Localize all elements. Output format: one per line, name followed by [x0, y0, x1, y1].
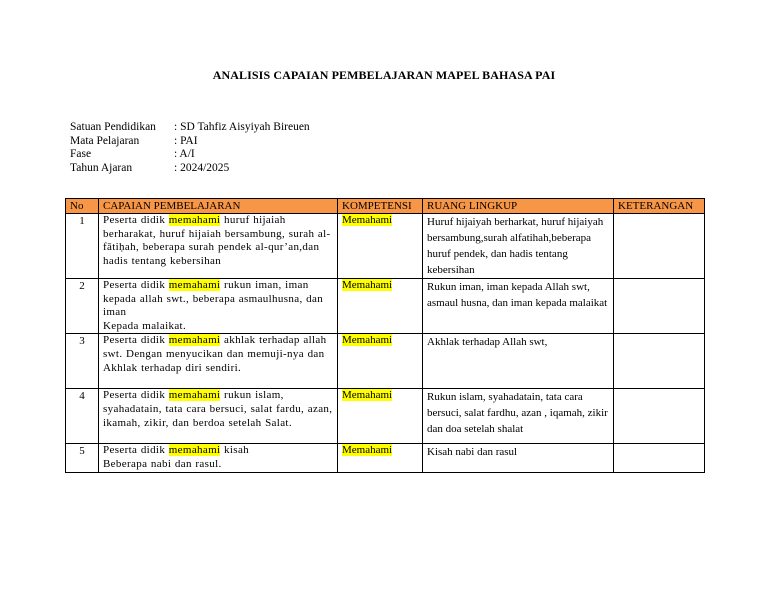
- document-meta: [70, 121, 310, 175]
- cell-ruang-lingkup: Huruf hijaiyah berharkat, huruf hijaiyah bersambung,surah alfatihah,beberapa huruf pendek, dan hadis tentang kebersihan: [423, 214, 614, 279]
- cell-keterangan: [614, 389, 705, 444]
- header-capaian: CAPAIAN PEMBELAJARAN: [99, 199, 338, 214]
- meta-label: Tahun Ajaran: [70, 161, 133, 174]
- cell-keterangan: [614, 444, 705, 472]
- cp-rest: kisah: [220, 444, 250, 457]
- cell-no: 3: [66, 334, 99, 389]
- cp-rest: rukun islam, syahadatain, tata cara bersuci, salat fardu, azan, ikamah, zikir, dan berdoa setelah Salat.: [103, 389, 333, 429]
- cp-rest: akhlak terhadap allah swt. Dengan menyucikan dan memuji-nya dan: [103, 334, 327, 360]
- header-ruang-lingkup: RUANG LINGKUP: [423, 199, 614, 214]
- cp-highlight: memahami: [168, 444, 221, 457]
- cell-keterangan: [614, 334, 705, 389]
- cell-keterangan: [614, 214, 705, 279]
- table-row: [66, 389, 705, 444]
- meta-value: : A/I: [174, 148, 195, 160]
- table-row: [66, 279, 705, 334]
- kompetensi-highlight: Memahami: [342, 279, 393, 291]
- cell-kompetensi: [338, 444, 423, 472]
- meta-row-satuan: [70, 121, 310, 135]
- cp-prefix: Peserta didik: [103, 214, 169, 226]
- cell-capaian: [99, 334, 338, 389]
- meta-label: Satuan Pendidikan: [70, 121, 156, 133]
- cell-ruang-lingkup: Rukun islam, syahadatain, tata cara bersuci, salat fardhu, azan , iqamah, zikir dan doa setelah shalat: [423, 389, 614, 444]
- cell-kompetensi: [338, 334, 423, 389]
- cell-kompetensi: [338, 279, 423, 334]
- cell-kompetensi: [338, 214, 423, 279]
- cell-ruang-lingkup: Rukun iman, iman kepada Allah swt, asmaul husna, dan iman kepada malaikat: [423, 279, 614, 334]
- cell-capaian: [99, 214, 338, 279]
- meta-row-tahun: [70, 162, 310, 176]
- cp-prefix: Peserta didik: [103, 444, 169, 457]
- cp-highlight: memahami: [168, 279, 221, 291]
- cell-ruang-lingkup: Kisah nabi dan rasul: [423, 444, 614, 472]
- cell-no: 5: [66, 444, 99, 472]
- meta-row-mapel: [70, 135, 310, 149]
- document-title: ANALISIS CAPAIAN PEMBELAJARAN MAPEL BAHASA PAI: [212, 68, 556, 82]
- cp-highlight: memahami: [168, 334, 221, 347]
- header-kompetensi: KOMPETENSI: [338, 199, 423, 214]
- table-row: [66, 214, 705, 279]
- table-header-row: [66, 199, 705, 214]
- meta-row-fase: [70, 148, 310, 162]
- cell-keterangan: [614, 279, 705, 334]
- kompetensi-highlight: Memahami: [342, 444, 393, 457]
- meta-value: : SD Tahfiz Aisyiyah Bireuen: [174, 121, 310, 133]
- cell-ruang-lingkup: Akhlak terhadap Allah swt,: [423, 334, 614, 389]
- kompetensi-highlight: Memahami: [342, 214, 393, 226]
- cp-prefix: Peserta didik: [103, 334, 169, 347]
- cell-no: 1: [66, 214, 99, 279]
- cell-no: 2: [66, 279, 99, 334]
- cp-rest: rukun iman, iman kepada allah swt., beberapa asmaulhusna, dan iman: [103, 279, 324, 319]
- header-keterangan: KETERANGAN: [614, 199, 705, 214]
- capaian-table: [65, 198, 705, 473]
- cp-prefix: Peserta didik: [103, 279, 169, 291]
- cell-no: 4: [66, 389, 99, 444]
- cp-line2: Beberapa nabi dan rasul.: [103, 457, 222, 470]
- cell-capaian: [99, 444, 338, 472]
- meta-label: Mata Pelajaran: [70, 134, 140, 147]
- table-row: [66, 334, 705, 389]
- cp-highlight: memahami: [168, 214, 221, 226]
- cp-prefix: Peserta didik: [103, 389, 169, 402]
- kompetensi-highlight: Memahami: [342, 389, 393, 402]
- cp-line2: Kepada malaikat.: [103, 319, 187, 332]
- kompetensi-highlight: Memahami: [342, 334, 393, 347]
- meta-label: Fase: [70, 148, 92, 160]
- header-no: No: [66, 199, 99, 214]
- meta-value: : 2024/2025: [174, 161, 230, 174]
- cp-highlight: memahami: [168, 389, 221, 402]
- meta-value: : PAI: [174, 134, 198, 147]
- table-row: [66, 444, 705, 472]
- cell-kompetensi: [338, 389, 423, 444]
- cell-capaian: [99, 389, 338, 444]
- cell-capaian: [99, 279, 338, 334]
- cp-line2: Akhlak terhadap diri sendiri.: [103, 361, 242, 374]
- cp-rest: huruf hijaiah berharakat, huruf hijaiah bersambung, surah al-fātiḥah, beberapa surah pendek al-qur’an,dan hadis tentang kebersihan: [103, 214, 331, 267]
